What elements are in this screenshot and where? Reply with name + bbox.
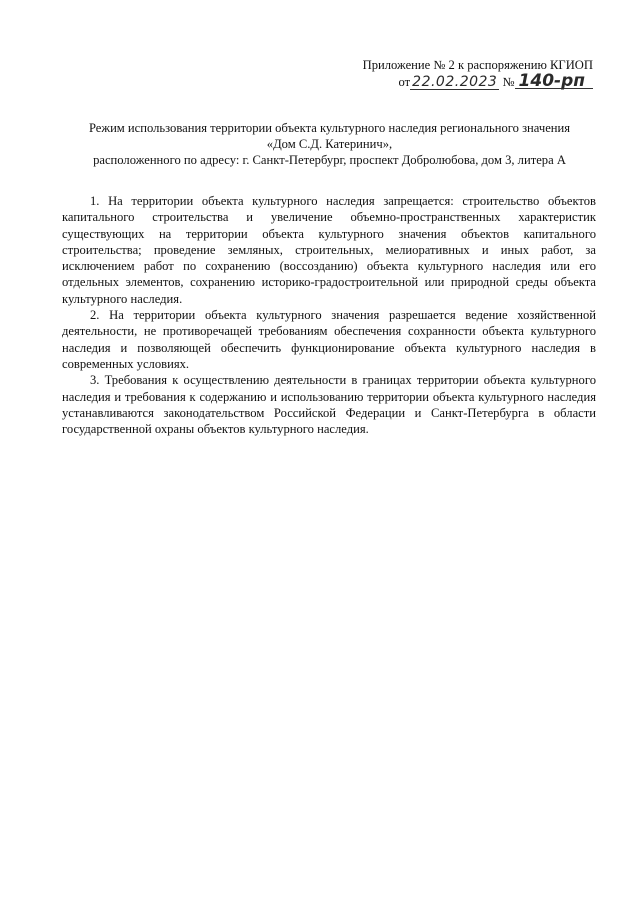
title-line-2: «Дом С.Д. Катеринич», — [266, 137, 393, 151]
handwritten-number: 140-рп — [515, 74, 593, 89]
title-line-3: расположенного по адресу: г. Санкт-Петербург, проспект Добролюбова, дом 3, литера А — [93, 153, 566, 167]
from-prefix: от — [398, 75, 411, 89]
handwritten-date: 22.02.2023 — [412, 74, 498, 90]
paragraph-1: 1. На территории объекта культурного наследия запрещается: строительство объектов капитального строительства и увеличение объемно-пространственных характеристик существующих на территории объекта культурного значения объектов капитального строительства; проведение земляных, строительных, мелиоративных и иных работ, за исключением работ по сохранению (воссозданию) объекта культурного наследия или его отдельных элементов, сохранению историко-градостроительной или природной среды объекта культурного наследия. — [62, 194, 596, 306]
appendix-title: Приложение № 2 к распоряжению КГИОП — [362, 58, 593, 72]
document-body — [62, 193, 596, 437]
paragraph-3: 3. Требования к осуществлению деятельности в границах территории объекта культурного наследия и требования к содержанию и использованию территории объекта культурного наследия устанавливаются законодательством Российской Федерации и Санкт-Петербурга в области государственной охраны объектов культурного наследия. — [62, 373, 596, 437]
title-line-1: Режим использования территории объекта культурного наследия регионального значения — [88, 121, 571, 135]
appendix-header — [293, 58, 593, 90]
appendix-date-number — [293, 71, 593, 91]
document-title — [62, 120, 597, 168]
number-sign: № — [502, 75, 515, 89]
paragraph-2: 2. На территории объекта культурного значения разрешается ведение хозяйственной деятельности, не противоречащей требованиям обеспечения сохранности объекта культурного наследия и позволяющей обеспечить функционирование объекта культурного наследия в современных условиях. — [62, 308, 596, 371]
